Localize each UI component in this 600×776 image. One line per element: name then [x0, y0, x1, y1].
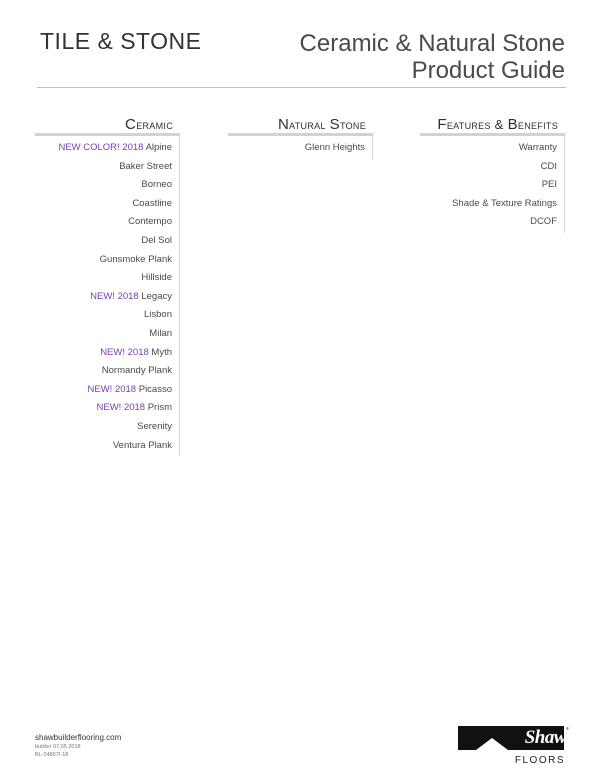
list-item[interactable] [420, 195, 557, 214]
ceramic-column [35, 116, 180, 456]
ceramic-heading [35, 116, 180, 133]
features-heading-rest-1: eatures & [446, 117, 508, 132]
new-badge: NEW COLOR! 2018 [58, 142, 144, 153]
logo-floors: FLOORS [514, 755, 565, 766]
item-name: Normandy Plank [101, 365, 172, 377]
item-name: Del Sol [141, 234, 172, 246]
item-name: Contempo [128, 216, 172, 228]
list-item[interactable] [35, 269, 172, 288]
item-name: DCOF [530, 216, 557, 228]
footer-code: BL-24867I-18 [35, 752, 69, 758]
item-name: Ventura Plank [112, 439, 172, 451]
item-name: Borneo [141, 179, 172, 191]
list-item[interactable] [35, 158, 172, 177]
item-name: Hillside [141, 272, 172, 284]
natural-stone-heading-initial-1: N [277, 116, 290, 133]
list-item[interactable] [35, 437, 172, 456]
list-item[interactable] [35, 362, 172, 381]
new-badge: NEW! 2018 [87, 383, 137, 395]
features-list [420, 136, 565, 233]
new-badge: NEW! 2018 [90, 290, 139, 302]
list-item[interactable] [420, 176, 557, 195]
natural-stone-heading-rest-1: atural [289, 117, 330, 132]
item-name: Warranty [518, 142, 557, 153]
item-name: Serenity [137, 420, 172, 432]
features-heading-initial-1: F [437, 116, 447, 133]
item-name: Myth [151, 346, 172, 358]
item-name: CDI [540, 160, 557, 172]
list-item[interactable] [35, 399, 172, 418]
footer-date: builder 07.05.2018 [35, 744, 81, 750]
features-column [420, 116, 565, 233]
item-name: Picasso [138, 383, 172, 395]
list-item[interactable] [420, 158, 557, 177]
list-item[interactable] [35, 418, 172, 437]
header-divider [37, 87, 566, 88]
item-name: Legacy [141, 290, 172, 302]
features-heading-initial-2: B [507, 116, 518, 133]
list-item[interactable] [420, 139, 557, 158]
svg-text:®: ® [566, 726, 569, 731]
item-name: Lisbon [144, 309, 172, 321]
list-item[interactable] [35, 344, 172, 363]
item-name: PEI [541, 179, 557, 191]
item-name: Gunsmoke Plank [99, 253, 172, 265]
features-heading-rest-2: enefits [517, 117, 558, 132]
list-item[interactable] [35, 139, 172, 158]
list-item[interactable] [35, 213, 172, 232]
list-item[interactable] [35, 325, 172, 344]
list-item[interactable] [420, 213, 557, 232]
list-item[interactable] [35, 306, 172, 325]
guide-title-line1: Ceramic & Natural Stone [299, 30, 565, 57]
item-name: Alpine [145, 142, 172, 153]
list-item[interactable] [35, 288, 172, 307]
item-name: Coastline [132, 197, 172, 209]
natural-stone-heading-rest-2: tone [339, 117, 366, 132]
ceramic-heading-initial: C [125, 116, 137, 133]
item-name: Shade & Texture Ratings [452, 197, 557, 209]
logo-word: Shaw [524, 727, 566, 748]
natural-stone-column [228, 116, 373, 159]
natural-stone-heading [228, 116, 373, 133]
item-name: Milan [149, 327, 172, 339]
list-item[interactable] [35, 195, 172, 214]
natural-stone-heading-initial-2: S [329, 116, 340, 133]
list-item[interactable] [35, 232, 172, 251]
ceramic-list [35, 136, 180, 456]
list-item[interactable] [228, 139, 365, 158]
list-item[interactable] [35, 176, 172, 195]
shaw-floors-logo [456, 724, 568, 768]
new-badge: NEW! 2018 [100, 346, 149, 358]
list-item[interactable] [35, 381, 172, 400]
footer-info [35, 733, 121, 759]
item-name: Baker Street [119, 160, 172, 172]
item-name: Glenn Heights [304, 142, 365, 153]
natural-stone-list [228, 136, 373, 159]
ceramic-heading-rest: eramic [136, 117, 173, 132]
brand-title: TILE & STONE [40, 28, 202, 54]
guide-title-line2: Product Guide [411, 57, 565, 84]
footer-url[interactable]: shawbuilderflooring.com [35, 733, 122, 742]
item-name: Prism [147, 402, 172, 414]
new-badge: NEW! 2018 [96, 402, 146, 414]
guide-title [300, 30, 565, 84]
features-heading [420, 116, 565, 133]
list-item[interactable] [35, 251, 172, 270]
